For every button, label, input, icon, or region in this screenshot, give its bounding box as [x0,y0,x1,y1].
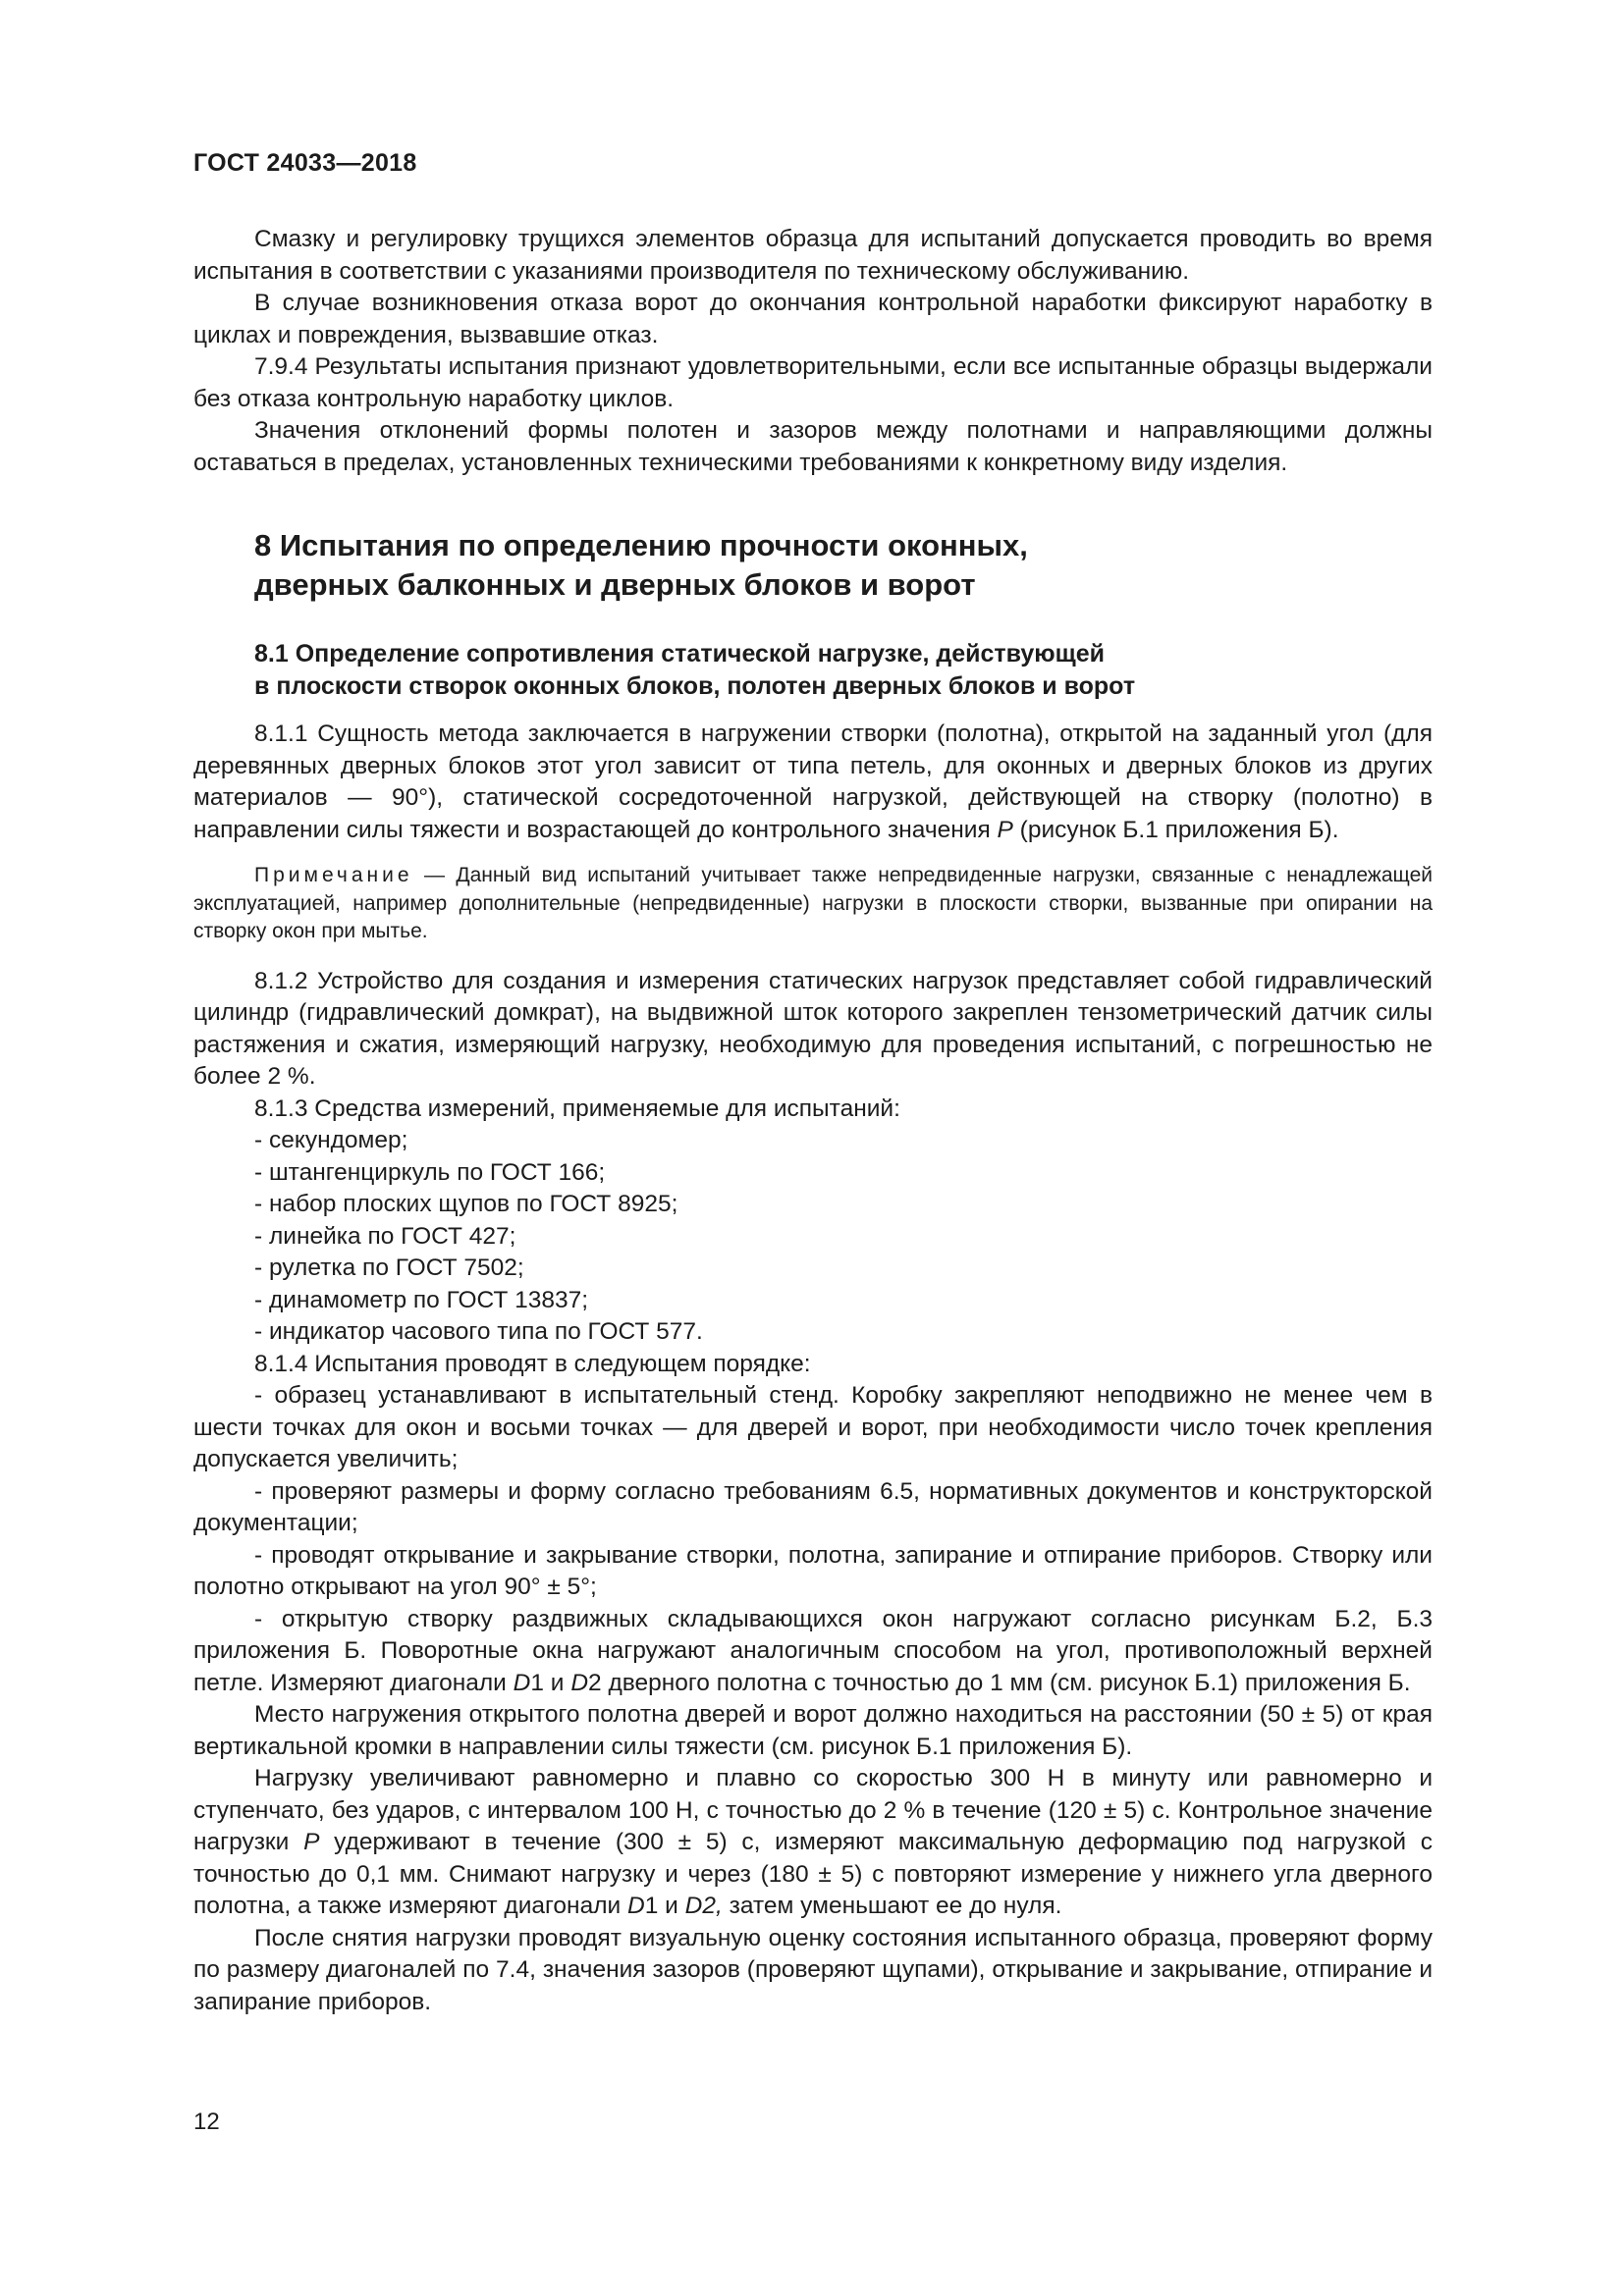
list-item: - рулетка по ГОСТ 7502; [254,1255,524,1281]
text-segment: удерживают в течение (300 ± 5) с, измеряют максимальную деформацию под нагрузкой с точностью до 0,1 мм. Снимают нагрузку и через (180 ± 5) с повторяют измерение у нижнего угла дверного полотна, а также измеряют диагонали [193,1829,1433,1919]
text-segment: 2 дверного полотна с точностью до 1 мм (см. рисунок Б.1) приложения Б. [588,1669,1411,1696]
step-item: - проводят открывание и закрывание створки, полотна, запирание и отпирание приборов. Створку или полотно открывают на угол 90° ± 5°; [193,1541,1433,1600]
list-item: - набор плоских щупов по ГОСТ 8925; [254,1191,678,1217]
step-item: - проверяют размеры и форму согласно требованиям 6.5, нормативных документов и конструкторской документации; [193,1477,1433,1536]
variable-d: D [570,1669,589,1696]
section-8-title-line-1: 8 Испытания по определению прочности оконных, [254,528,1028,562]
variable-p: P [997,816,1013,843]
paragraph-after-unloading: После снятия нагрузки проводят визуальную оценку состояния испытанного образца, проверяют форму по размеру диагоналей по 7.4, значения зазоров (проверяют щупами), открывание и закрывание, отпирание и запирание приборов. [193,1924,1433,2015]
section-8-1-title-line-2: в плоскости створок оконных блоков, полотен дверных блоков и ворот [254,672,1136,700]
paragraph-8-1-1 [193,719,1433,846]
page-number: 12 [193,2109,220,2135]
variable-d2: D2, [684,1893,723,1919]
note-paragraph [193,862,1433,946]
paragraph-8-1-4: 8.1.4 Испытания проводят в следующем порядке: [254,1350,811,1377]
paragraph-load-place: Место нагружения открытого полотна дверей и ворот должно находиться на расстоянии (50 ± 5) от края вертикальной кромки в направлении силы тяжести (см. рисунок Б.1 приложения Б). [193,1701,1433,1760]
variable-d: D [513,1669,531,1696]
variable-d: D [627,1893,645,1919]
paragraph-failure: В случае возникновения отказа ворот до окончания контрольной наработки фиксируют наработку в циклах и повреждения, вызвавшие отказ. [193,290,1433,348]
paragraph-lubrication: Смазку и регулировку трущихся элементов образца для испытаний допускается проводить во время испытания в соответствии с указаниями производителя по техническому обслуживанию. [193,226,1433,285]
list-item: - штангенциркуль по ГОСТ 166; [254,1158,606,1186]
paragraph-7-9-4: 7.9.4 Результаты испытания признают удовлетворительными, если все испытанные образцы выдержали без отказа контрольную наработку циклов. [193,353,1433,412]
text-segment: затем уменьшают ее до нуля. [722,1893,1062,1919]
text-segment: 1 и [644,1893,685,1919]
paragraph-deviations: Значения отклонений формы полотен и зазоров между полотнами и направляющими должны оставаться в пределах, установленных техническими требованиями к конкретному виду изделия. [193,417,1433,476]
note-text: — Данный вид испытаний учитывает также непредвиденные нагрузки, связанные с ненадлежащей эксплуатацией, например дополнительные (непредвиденные) нагрузки в плоскости створки, вызванные при опирании на створку окон при мытье. [193,864,1433,942]
step-item: - образец устанавливают в испытательный стенд. Коробку закрепляют неподвижно не менее чем в шести точках для окон и восьми точках — для дверей и ворот, при необходимости число точек крепления допускается увеличить; [193,1382,1433,1472]
paragraph-load-procedure [193,1763,1433,1923]
section-8-title-line-2: дверных балконных и дверных блоков и ворот [254,567,976,602]
list-item: - линейка по ГОСТ 427; [254,1222,516,1250]
variable-p: Р [303,1829,320,1855]
text-segment: - открытую створку раздвижных складывающихся окон нагружают согласно рисункам Б.2, Б.3 приложения Б. Поворотные окна нагружают аналогичным способом на угол, противоположный верхней петле. Измеряют диагонали [193,1605,1433,1696]
section-8-1-heading [193,638,1433,703]
list-item: - секундомер; [254,1127,408,1153]
list-item: - динамометр по ГОСТ 13837; [254,1286,589,1313]
paragraph-8-1-2: 8.1.2 Устройство для создания и измерения статических нагрузок представляет собой гидравлический цилиндр (гидравлический домкрат), на выдвижной шток которого закреплен тензометрический датчик силы растяжения и сжатия, измеряющий нагрузку, необходимую для проведения испытаний, с погрешностью не более 2 %. [193,967,1433,1090]
page-content [193,224,1433,2018]
list-item: - индикатор часового типа по ГОСТ 577. [254,1318,703,1345]
text-segment: Нагрузку увеличивают равномерно и плавно со скоростью 300 Н в минуту или равномерно и ступенчато, без ударов, с интервалом 100 Н, с точностью до 2 % в течение (120 ± 5) с. Контрольное значение нагрузки [193,1765,1433,1855]
instruments-list [193,1125,1433,1349]
standard-header: ГОСТ 24033—2018 [193,149,417,177]
text-segment: (рисунок Б.1 приложения Б). [1012,816,1339,843]
note-label: Примечание [254,864,413,886]
section-8-1-title-line-1: 8.1 Определение сопротивления статической нагрузке, действующей [254,640,1106,667]
text-segment: 1 и [530,1669,571,1696]
text-segment: 8.1.1 Сущность метода заключается в нагружении створки (полотна), открытой на заданный угол (для деревянных дверных блоков этот угол зависит от типа петель, для оконных и дверных блоков из других материалов — 90°), статической сосредоточенной нагрузкой, действующей на створку (полотно) в направлении силы тяжести и возрастающей до контрольного значения [193,721,1433,843]
section-8-heading [193,526,1433,605]
step-item [193,1604,1433,1700]
paragraph-8-1-3: 8.1.3 Средства измерений, применяемые для испытаний: [254,1095,900,1122]
